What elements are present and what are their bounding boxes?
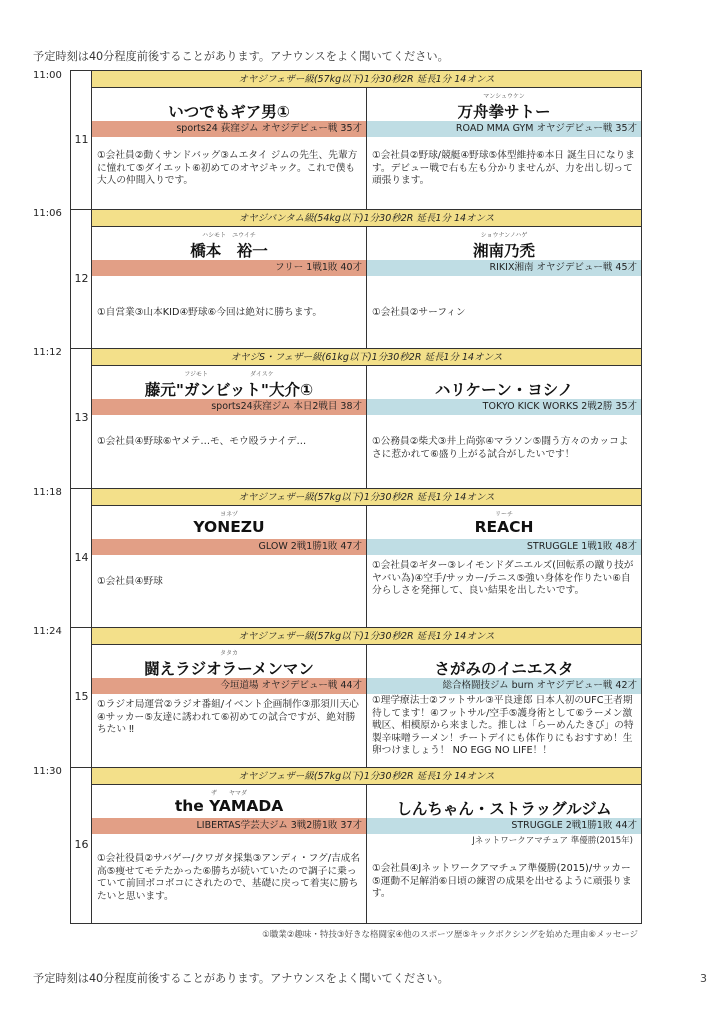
bout-row xyxy=(71,767,641,923)
weight-class-banner: オヤジフェザー級(57kg以下)1分30秒2R 延長1分 14オンス xyxy=(92,768,641,785)
fighter-profile: ①理学療法士②フットサル③平良達郎 日本人初のUFC王者期待してます！④フットサル/空手⑤護身術として⑥ラーメン激戦区、相模原から来ました。推しは「らーめんたきび」の特製辛味噌ラーメン！チートデイにも体作りにもおすすめ！生卵つけましょう！ NO EGG NO LIFE！！ xyxy=(372,695,634,757)
bout-number-cell xyxy=(71,349,92,488)
fighter-info-bar: RIKIX湘南 オヤジデビュー戦 45才 xyxy=(367,260,641,276)
red-corner xyxy=(92,366,367,488)
red-corner xyxy=(92,506,367,627)
header-notice: 予定時刻は40分程度前後することがあります。アナウンスをよく聞いてください。 xyxy=(33,50,449,63)
blue-corner xyxy=(367,227,641,348)
fighter-info-bar: sports24 荻窪ジム オヤジデビュー戦 35才 xyxy=(92,121,366,137)
fighter-profile: ①公務員②柴犬③井上尚弥④マラソン⑤闘う方々のカッコよさに惹かれて⑥盛り上がる試合がしたいです！ xyxy=(372,436,629,460)
red-corner xyxy=(92,785,367,923)
fighter-name-ruby: ヨネヅ xyxy=(220,511,238,518)
bout-number-cell xyxy=(71,768,92,923)
bout-row xyxy=(71,488,641,627)
fighter-name-ruby: マンシュウケン xyxy=(483,93,525,100)
bout-number: 14 xyxy=(74,551,89,564)
fighter-profile: ①会社員②ギター③レイモンドダニエルズ(回転系の蹴り技がヤバい為)④空手/サッカー/テニス⑤強い身体を作りたい⑥自分らしさを発揮して、良い結果を出したいです。 xyxy=(372,560,634,597)
bout-time: 11:18 xyxy=(33,487,62,498)
bout-row xyxy=(71,348,641,488)
fighter-info-bar: 今垣道場 オヤジデビュー戦 44才 xyxy=(92,678,366,694)
fighter-profile: ①会社員④Jネットワークアマチュア準優勝(2015)/サッカー⑤運動不足解消⑥日頃の練習の成果を出せるように頑張ります。 xyxy=(372,863,632,900)
fighter-name: いつでもギア男① xyxy=(168,103,290,121)
fighter-name: さがみのイニエスタ xyxy=(434,660,574,678)
page-number: 3 xyxy=(700,972,707,985)
fighter-info-bar: GLOW 2戦1勝1敗 47才 xyxy=(92,539,366,555)
red-corner xyxy=(92,227,367,348)
fighter-profile: ①会社役員②サバゲー/クワガタ採集③アンディ・フグ/吉成名高⑤痩せてモテたかった⑥勝ちが続いていたので調子に乗っていて前回ボコボコにされたので、基礎に戻って着実に勝ちたいと思います。 xyxy=(97,853,361,902)
fighter-name-ruby: ショウナンノハゲ xyxy=(480,232,528,239)
footer-notice: 予定時刻は40分程度前後することがあります。アナウンスをよく聞いてください。 xyxy=(33,972,449,985)
fighter-profile: ①ラジオ局運営②ラジオ番組/イベント企画制作③那須川天心④サッカー⑤友達に誘われて⑥初めての試合ですが、絶対勝ちたい ‼ xyxy=(97,699,359,736)
bout-number: 11 xyxy=(74,133,89,146)
fighter-profile: ①会社員②サーフィン xyxy=(372,307,466,318)
bout-number: 12 xyxy=(74,272,89,285)
weight-class-banner: オヤジフェザー級(57kg以下)1分30秒2R 延長1分 14オンス xyxy=(92,628,641,645)
blue-corner xyxy=(367,785,641,923)
fighter-profile: ①会社員④野球 xyxy=(97,576,163,587)
fighter-name: YONEZU xyxy=(193,518,265,536)
bout-row xyxy=(71,71,641,209)
bout-number: 13 xyxy=(74,411,89,424)
bout-number-cell xyxy=(71,489,92,627)
fighter-name-ruby: ザ ヤマダ xyxy=(210,790,247,797)
red-corner xyxy=(92,88,367,209)
fighter-info-bar: LIBERTAS学芸大ジム 3戦2勝1敗 37才 xyxy=(92,818,366,834)
fighter-name: しんちゃん・ストラッグルジム xyxy=(396,800,612,818)
fighter-info-bar: フリー 1戦1敗 40才 xyxy=(92,260,366,276)
blue-corner xyxy=(367,366,641,488)
fighter-info-bar: STRUGGLE 1戦1敗 48才 xyxy=(367,539,641,555)
blue-corner xyxy=(367,506,641,627)
fighter-name: the YAMADA xyxy=(174,797,284,815)
blue-corner xyxy=(367,645,641,767)
weight-class-banner: オヤジS・フェザー級(61kg以下)1分30秒2R 延長1分 14オンス xyxy=(92,349,641,366)
fighter-achievement: Jネットワークアマチュア 準優勝(2015年) xyxy=(472,836,633,846)
bout-number: 15 xyxy=(74,690,89,703)
fighter-name: 藤元"ガンビット"大介① xyxy=(144,381,314,399)
fighter-name: 闘えラジオラーメンマン xyxy=(144,660,314,678)
red-corner xyxy=(92,645,367,767)
legend: ①職業②趣味・特技③好きな格闘家④他のスポーツ歴⑤キックボクシングを始めた理由⑥メッセージ xyxy=(262,930,638,940)
bout-number-cell xyxy=(71,628,92,767)
weight-class-banner: オヤジフェザー級(57kg以下)1分30秒2R 延長1分 14オンス xyxy=(92,71,641,88)
fighter-name-ruby: タタカ xyxy=(219,650,238,657)
fighter-info-bar: sports24荻窪ジム 本日2戦目 38才 xyxy=(92,399,366,415)
fighter-info-bar: STRUGGLE 2戦1勝1敗 44才 xyxy=(367,818,641,834)
fighter-name: ハリケーン・ヨシノ xyxy=(434,381,574,399)
bout-number-cell xyxy=(71,210,92,348)
bout-table xyxy=(70,70,642,924)
fighter-profile: ①会社員②動くサンドバッグ③ムエタイ ジムの先生、先輩方に憧れて⑤ダイエット⑥初めてのオヤジキック。これで僕も大人の仲間入りです。 xyxy=(97,150,358,187)
fighter-name-ruby: リーチ xyxy=(494,511,513,518)
weight-class-banner: オヤジバンタム級(54kg以下)1分30秒2R 延長1分 14オンス xyxy=(92,210,641,227)
bout-time: 11:30 xyxy=(33,766,62,777)
weight-class-banner: オヤジフェザー級(57kg以下)1分30秒2R 延長1分 14オンス xyxy=(92,489,641,506)
fighter-info-bar: TOKYO KICK WORKS 2戦2勝 35才 xyxy=(367,399,641,415)
fighter-info-bar: ROAD MMA GYM オヤジデビュー戦 35才 xyxy=(367,121,641,137)
bout-row xyxy=(71,627,641,767)
blue-corner xyxy=(367,88,641,209)
bout-time: 11:24 xyxy=(33,626,62,637)
fighter-profile: ①自営業③山本KID④野球⑥今回は絶対に勝ちます。 xyxy=(97,307,323,318)
bout-time: 11:00 xyxy=(33,70,62,81)
fighter-name: 橋本 裕一 xyxy=(190,242,268,260)
fighter-name: 湘南乃禿 xyxy=(472,242,535,260)
fighter-info-bar: 総合格闘技ジム burn オヤジデビュー戦 42才 xyxy=(367,678,641,694)
bout-time: 11:06 xyxy=(33,208,62,219)
bout-time: 11:12 xyxy=(33,347,62,358)
fighter-name: 万舟拳サトー xyxy=(457,103,551,121)
fighter-name: REACH xyxy=(474,518,534,536)
fighter-name-ruby: フジモト ダイスケ xyxy=(184,371,274,378)
fighter-name-ruby: ハシモト ユウイチ xyxy=(202,232,256,239)
bout-number: 16 xyxy=(74,838,89,851)
bout-row xyxy=(71,209,641,348)
fighter-profile: ①会社員②野球/競艇④野球⑤体型維持⑥本日 誕生日になります。デビュー戦で右も左も分かりませんが、力を出し切って頑張ります。 xyxy=(372,150,635,187)
bout-number-cell xyxy=(71,71,92,209)
fighter-profile: ①会社員④野球⑥ヤメテ…モ、モウ殴ラナイデ… xyxy=(97,436,307,447)
